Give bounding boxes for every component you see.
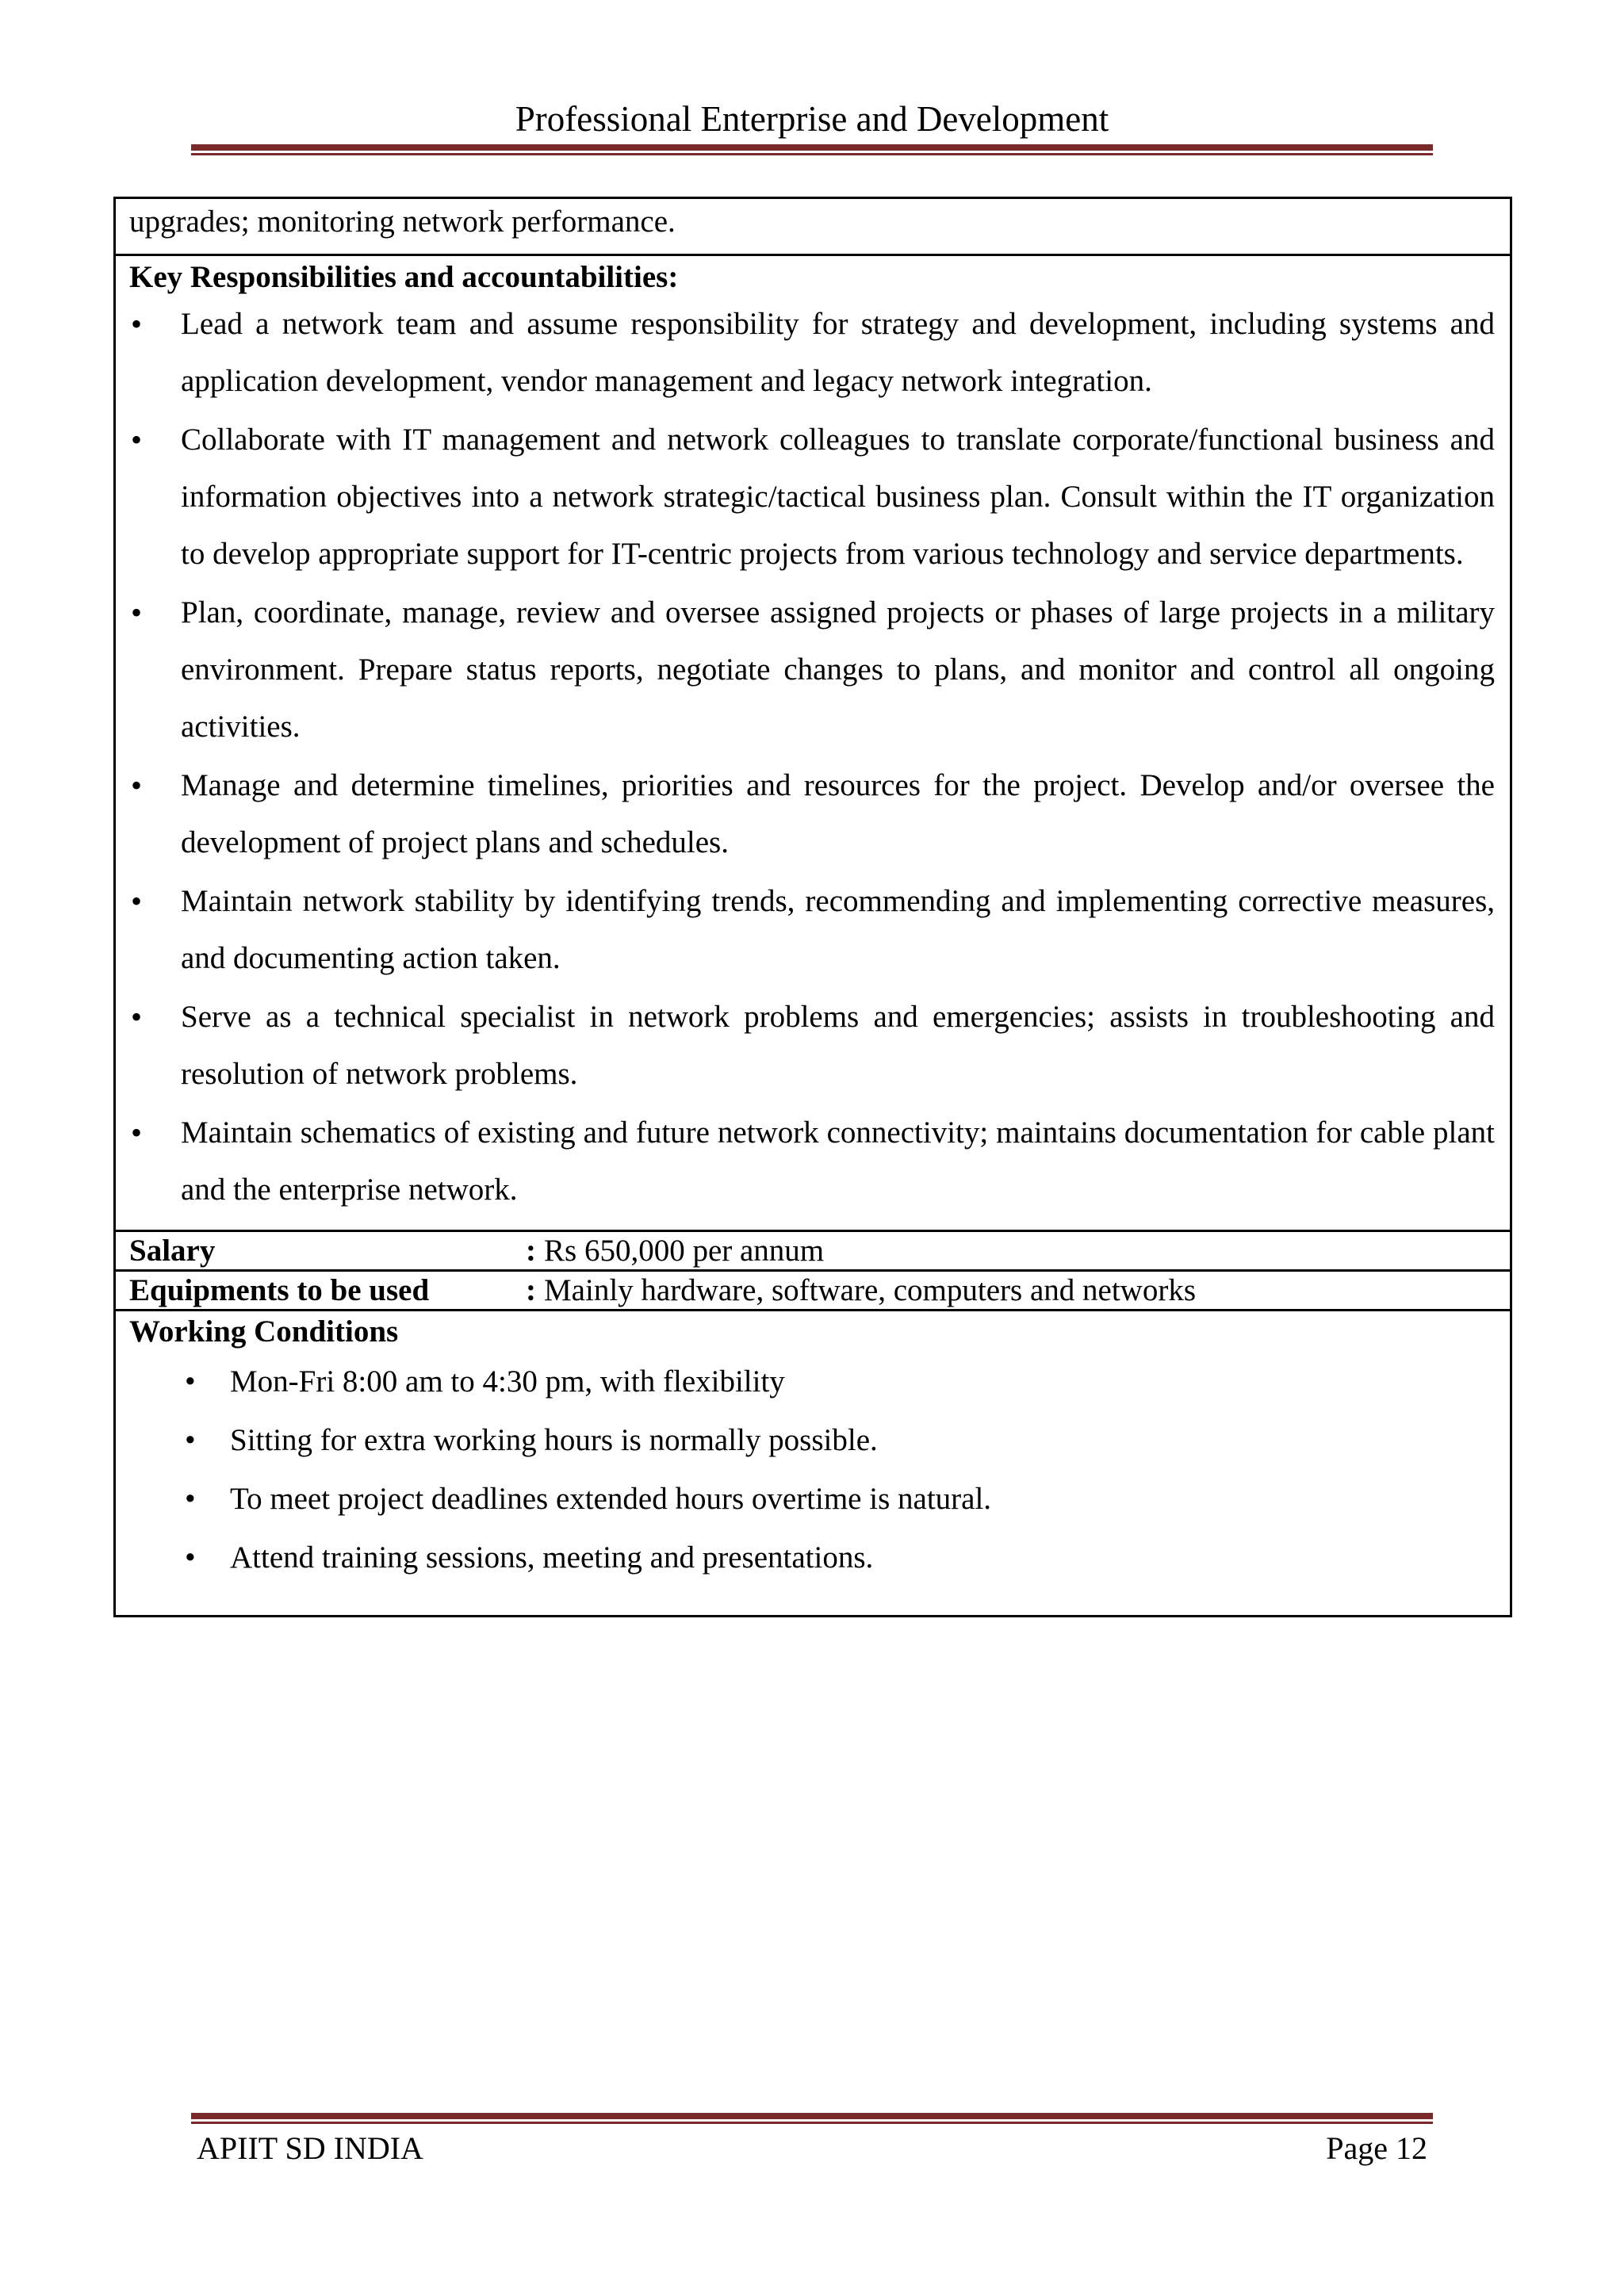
list-item: • Attend training sessions, meeting and presentations.	[185, 1529, 1495, 1587]
list-item: • Manage and determine timelines, priorities and resources for the project. Develop and/or oversee the development of project plans and schedules.	[129, 757, 1495, 871]
continuation-text: upgrades; monitoring network performance.	[129, 205, 676, 239]
list-item: • Collaborate with IT management and network colleagues to translate corporate/functional business and information objectives into a network strategic/tactical business plan. Consult within the IT organization to develop appropriate support for IT-centric projects from various technology and service departments.	[129, 411, 1495, 583]
list-item: • Maintain network stability by identifying trends, recommending and implementing corrective measures, and documenting action taken.	[129, 873, 1495, 987]
list-item: • Mon-Fri 8:00 am to 4:30 pm, with flexibility	[185, 1353, 1495, 1411]
equipment-value: Mainly hardware, software, computers and networks	[544, 1273, 1196, 1307]
key-responsibilities-list	[129, 296, 1495, 1219]
page-number: Page 12	[1326, 2130, 1427, 2166]
header-rule	[191, 144, 1433, 155]
list-item: • Serve as a technical specialist in network problems and emergencies; assists in troubleshooting and resolution of network problems.	[129, 989, 1495, 1103]
working-conditions-list	[129, 1353, 1495, 1587]
footer-rule	[191, 2113, 1433, 2124]
page-header-title: Professional Enterprise and Development	[515, 99, 1109, 139]
equipment-colon: :	[526, 1273, 536, 1307]
continuation-row	[116, 199, 1510, 256]
equipment-row	[116, 1272, 1510, 1311]
salary-value: Rs 650,000 per annum	[544, 1234, 825, 1268]
list-item: • Maintain schematics of existing and future network connectivity; maintains documentation for cable plant and the enterprise network.	[129, 1104, 1495, 1219]
salary-row	[116, 1232, 1510, 1272]
working-conditions-section	[116, 1311, 1510, 1615]
equipment-label: Equipments to be used	[129, 1273, 430, 1307]
list-item: • Plan, coordinate, manage, review and oversee assigned projects or phases of large projects in a military environment. Prepare status reports, negotiate changes to plans, and monitor and control all ongoing activities.	[129, 584, 1495, 756]
list-item: • Lead a network team and assume responsibility for strategy and development, including systems and application development, vendor management and legacy network integration.	[129, 296, 1495, 410]
list-item: • Sitting for extra working hours is normally possible.	[185, 1411, 1495, 1470]
job-description-table	[113, 197, 1512, 1617]
footer-organization: APIIT SD INDIA	[197, 2130, 423, 2166]
key-responsibilities-title: Key Responsibilities and accountabilities:	[129, 260, 679, 294]
working-conditions-title: Working Conditions	[129, 1314, 399, 1349]
key-responsibilities-section	[116, 256, 1510, 1232]
salary-colon: :	[526, 1234, 536, 1268]
salary-label: Salary	[129, 1234, 216, 1268]
list-item: • To meet project deadlines extended hours overtime is natural.	[185, 1470, 1495, 1529]
